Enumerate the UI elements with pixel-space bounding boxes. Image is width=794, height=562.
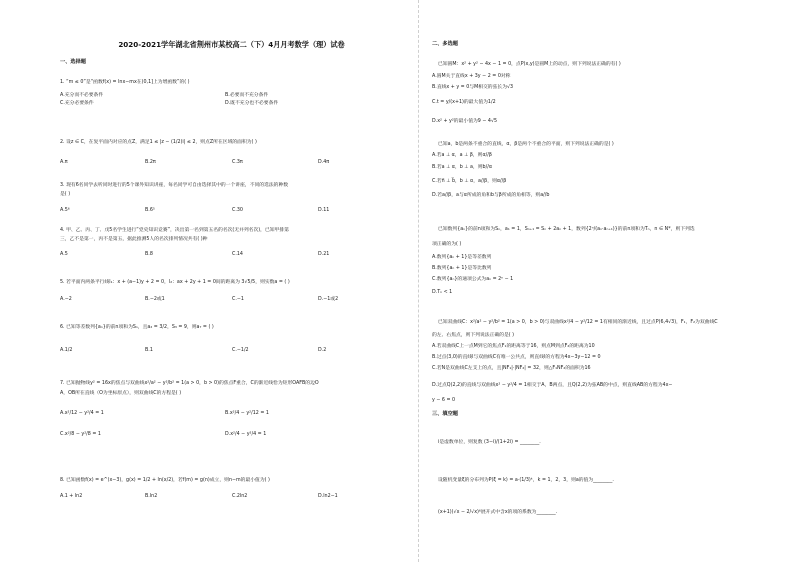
q5-option-d: D.−1或2 (318, 297, 339, 302)
q3-option-b: B.6⁵ (145, 208, 155, 213)
q5-option-c: C.−1 (232, 297, 244, 302)
q11-option-a: A.数列{aₙ + 1}是等差数列 (432, 255, 492, 260)
q1-option-d: D.既不充分也不必要条件 (225, 101, 279, 106)
q10-option-d: D.若a//β，a与α所成的角和b与β所成的角相等，则a//b (432, 193, 550, 198)
section-choice: 一、选择题 (60, 59, 86, 65)
q8-option-a: A.1 + ln2 (60, 494, 83, 499)
q9-option-b: B.直线x + y = 0与M相交的弦长为√3 (432, 85, 514, 90)
question-11-line-1: 已知数列{aₙ}的前n项和为Sₙ，a₁ = 1，Sₙ₊₁ = Sₙ + 2aₙ + 1，数列{2ⁿ/(aₙ·aₙ₊₁)}的前n项和为Tₙ，n ∈ N*，则下列选 (438, 227, 695, 232)
q11-option-d: D.Tₙ < 1 (432, 290, 453, 295)
left-column (60, 0, 405, 562)
q12-option-d-line-1: D.过点Q(2,2)的直线与双曲线x² − y²/4 = 1相交于A，B两点，且Q(2,2)为弦AB的中点，则直线AB的方程为4x− (432, 383, 673, 388)
question-12-line-1: 已知双曲线C：x²/a² − y²/b² = 1(a > 0，b > 0)与双曲线x²/4 − y²/12 = 1有相同的渐近线，且过点P(6,4√3)，F₁，F₂为双曲线C (438, 320, 718, 325)
q3-option-a: A.5⁶ (60, 208, 70, 213)
question-7-line-2: A，OB所在直线（O为坐标原点），则双曲线C的方程是( ) (60, 391, 182, 396)
q6-option-d: D.2 (318, 348, 327, 353)
q6-option-c: C.−1/2 (232, 348, 249, 353)
q6-option-b: B.1 (145, 348, 153, 353)
column-divider (418, 0, 420, 562)
q12-option-c: C.若N是双曲线C左支上的点，且|NF₁|·|NF₂| = 32，则△F₁NF₂的面积为16 (432, 366, 591, 371)
question-6: 6. 已知等差数列{aₙ}的前n项和为Sₙ，且a₂ = 3/2，S₃ = 9，则a₇ = ( ) (60, 325, 214, 330)
question-12-line-2: 的左、右焦点，则下列说法正确的是( ) (432, 333, 515, 338)
q1-option-b: B.必要而不充分条件 (225, 93, 269, 98)
q9-option-d: D.x² + y²的最小值为9 − 4√5 (432, 119, 498, 124)
right-column (432, 0, 784, 562)
question-10: 已知a，b是两条不重合的直线，α，β是两个不重合的平面，则下列说法正确的是( ) (438, 142, 614, 147)
q5-option-b: B.−2或1 (145, 297, 165, 302)
q7-option-c: C.x²/8 − y²/8 = 1 (60, 432, 101, 437)
q5-option-a: A.−2 (60, 297, 72, 302)
q9-option-a: A.圆M关于直线x + 3y − 2 = 0对称 (432, 74, 511, 79)
q11-option-c: C.数列{aₙ}的通项公式为aₙ = 2ⁿ − 1 (432, 277, 514, 282)
q8-option-b: B.ln2 (145, 494, 158, 499)
q10-option-a: A.若a ⊥ α，a ⊥ β，则α//β (432, 153, 492, 158)
question-3-line-1: 3. 现有6名同学去听同时进行的5个课外知识讲座，每名同学可自由选择其中的一个讲座，不同的选法的种数 (60, 183, 289, 188)
exam-title: 2020-2021学年湖北省荆州市某校高二（下）4月月考数学（理）试卷 (118, 40, 345, 49)
q1-option-c: C.充分必要条件 (60, 101, 94, 106)
q10-option-c: C.若n⃗ ⊥ b⃗，b ⊥ α，a//β，则α//β (432, 179, 507, 184)
q8-option-d: D.ln2−1 (318, 494, 338, 499)
section-fill-blank: 三、填空题 (432, 411, 458, 417)
q2-option-a: A.π (60, 160, 68, 165)
q9-option-c: C.t = y/(x+1)的最大值为1/2 (432, 100, 496, 105)
q4-option-a: A.5 (60, 252, 68, 257)
q4-option-c: C.14 (232, 252, 243, 257)
question-2: 2. 设z ∈ C，在复平面内对应的点Z，满足1 ≤ |z − (1/2)i| ≤ 2，则点Z所在区域的面积为( ) (60, 140, 257, 145)
question-8: 8. 已知函数f(x) = e^(x−3)，g(x) = 1/2 + ln(x/2)，若f(m) = g(n)成立，则n−m的最小值为( ) (60, 478, 270, 483)
question-1: 1. “m ≤ 0”是“函数f(x) = lnx−mx在(0,1]上为增函数”的( ) (60, 80, 190, 85)
q7-option-a: A.x²/12 − y²/4 = 1 (60, 411, 104, 416)
section-multi-choice: 二、多选题 (432, 41, 458, 47)
q3-option-d: D.11 (318, 208, 330, 213)
question-7-line-1: 7. 已知抛物线y² = 16x的焦点与双曲线x²/a² − y²/b² = 1(a > 0，b > 0)的焦点F重合，C的渐近线恰为矩形OAFB的边O (60, 381, 319, 386)
question-9: 已知圆M：x² + y² − 4x − 1 = 0，点P(x,y)是圆M上的动点，则下列说法正确的有( ) (438, 62, 621, 67)
question-15: (x+1)(√x − 2/√x)⁶展开式中含x的项的系数为________. (438, 510, 558, 515)
question-5: 5. 若平面内两条平行线l₁：x + (a−1)y + 2 = 0，l₂：ax + 2y + 1 = 0间的距离为 3√5/5，则实数a = ( ) (60, 280, 290, 285)
q12-option-a: A.若双曲线C上一点M到它的焦点F₁的距离等于16，则点M到点F₂的距离为10 (432, 344, 595, 349)
q3-option-c: C.30 (232, 208, 243, 213)
question-14: 设随机变量ξ的分布列为P(ξ = k) = a·(1/3)ᵏ，k = 1，2，3，则a的值为________. (438, 478, 614, 483)
question-11-line-2: 项正确的为( ) (432, 242, 462, 247)
q2-option-d: D.4π (318, 160, 330, 165)
q6-option-a: A.1/2 (60, 348, 73, 353)
q7-option-d: D.x²/4 − y²/4 = 1 (225, 432, 267, 437)
question-3-line-2: 是( ) (60, 192, 71, 197)
q10-option-b: B.若a ⊥ α，b ⊥ a，则b//α (432, 165, 492, 170)
q4-option-b: B.8 (145, 252, 153, 257)
q12-option-d-line-2: y − 6 = 0 (432, 398, 456, 403)
q8-option-c: C.2ln2 (232, 494, 248, 499)
q4-option-d: D.21 (318, 252, 330, 257)
question-13: i是虚数单位，则复数 (3−i)/(1+2i) = ________. (438, 440, 541, 445)
q1-option-a: A.充分而不必要条件 (60, 93, 104, 98)
question-4-line-1: 4. 甲、乙、丙、丁、戊5名学生进行“党史知识竞赛”，决出第一名到第五名的名次(无并列名次)，已知甲排第 (60, 228, 289, 233)
q2-option-b: B.2π (145, 160, 156, 165)
q2-option-c: C.3π (232, 160, 243, 165)
q11-option-b: B.数列{aₙ + 1}是等比数列 (432, 266, 492, 271)
question-4-line-2: 三，乙不是第一，丙不是第五，据此推测5人的名次排列情况共有( )种 (60, 237, 208, 242)
q7-option-b: B.x²/4 − y²/12 = 1 (225, 411, 269, 416)
q12-option-b: B.过点(3,0)的直线l与双曲线C有唯一公共点，则直线l的方程为4x−3y−12 = 0 (432, 355, 601, 360)
